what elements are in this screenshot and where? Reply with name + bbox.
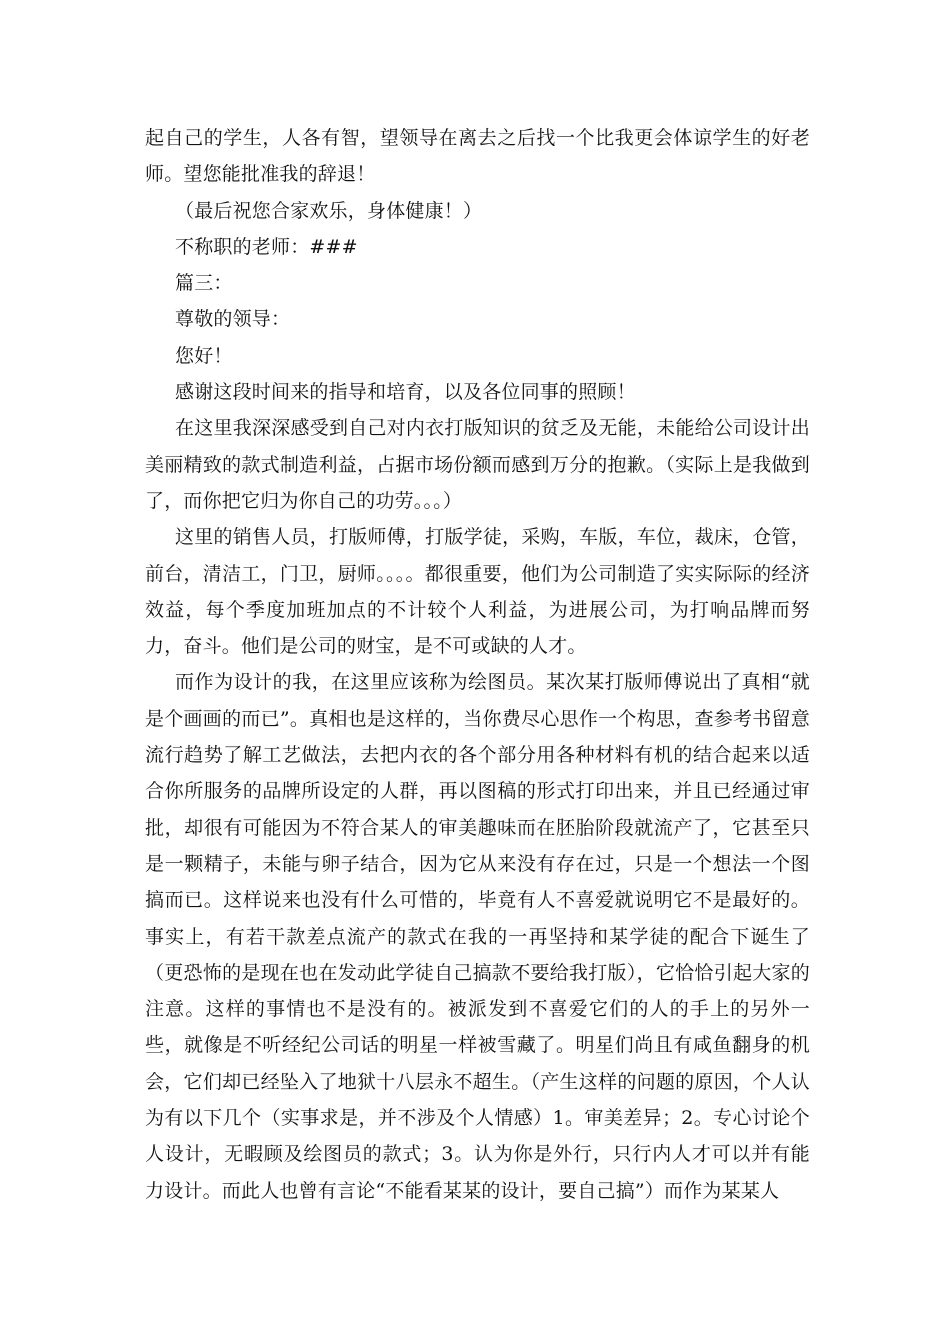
paragraph-9: 这里的销售人员，打版师傅，打版学徒，采购，车版，车位，裁床，仓管，前台，清洁工，门卫，厨师。。。。都很重要，他们为公司制造了实实际际的经济效益，每个季度加班加点的不计较个人利益，为进展公司，为打响品牌而努力，奋斗。他们是公司的财宝，是不可或缺的人才。 xyxy=(145,526,810,658)
paragraph-1: 起自己的学生，人各有智，望领导在离去之后找一个比我更会体谅学生的好老师。望您能批准我的辞退！ xyxy=(145,127,810,186)
paragraph-8: 在这里我深深感受到自己对内衣打版知识的贫乏及无能，未能给公司设计出美丽精致的款式制造利益，占据市场份额而感到万分的抱歉。（实际上是我做到了，而你把它归为你自己的功劳。。。） xyxy=(145,417,810,512)
paragraph-6: 您好！ xyxy=(175,344,233,367)
paragraph-5: 尊敬的领导： xyxy=(175,308,291,331)
paragraph-3: 不称职的老师：### xyxy=(175,235,358,258)
paragraph-7: 感谢这段时间来的指导和培育，以及各位同事的照顾！ xyxy=(175,381,636,404)
paragraph-4: 篇三： xyxy=(175,272,233,295)
document-body xyxy=(145,120,810,1209)
paragraph-2: （最后祝您合家欢乐，身体健康！） xyxy=(175,199,483,222)
paragraph-10: 而作为设计的我，在这里应该称为绘图员。某次某打版师傅说出了真相“就是个画画的而已”。真相也是这样的，当你费尽心思作一个构思，查参考书留意流行趋势了解工艺做法，去把内衣的各个部分用各种材料有机的结合起来以适合你所服务的品牌所设定的人群，再以图稿的形式打印出来，并且已经通过审批，却很有可能因为不符合某人的审美趣味而在胚胎阶段就流产了，它甚至只是一颗精子，未能与卵子结合，因为它从来没有存在过，只是一个想法一个图搞而已。这样说来也没有什么可惜的，毕竟有人不喜爱就说明它不是最好的。事实上，有若干款差点流产的款式在我的一再坚持和某学徒的配合下诞生了（更恐怖的是现在也在发动此学徒自己搞款不要给我打版），它恰恰引起大家的注意。这样的事情也不是没有的。被派发到不喜爱它们的人的手上的另外一些，就像是不听经纪公司话的明星一样被雪藏了。明星们尚且有咸鱼翻身的机会，它们却已经坠入了地狱十八层永不超生。（产生这样的问题的原因，个人认为有以下几个（实事求是，并不涉及个人情感）1。审美差异；2。专心讨论个人设计，无暇顾及绘图员的款式；3。认为你是外行，只行内人才可以并有能力设计。而此人也曾有言论“不能看某某的设计，要自己搞”）而作为某某人 xyxy=(145,671,810,1202)
